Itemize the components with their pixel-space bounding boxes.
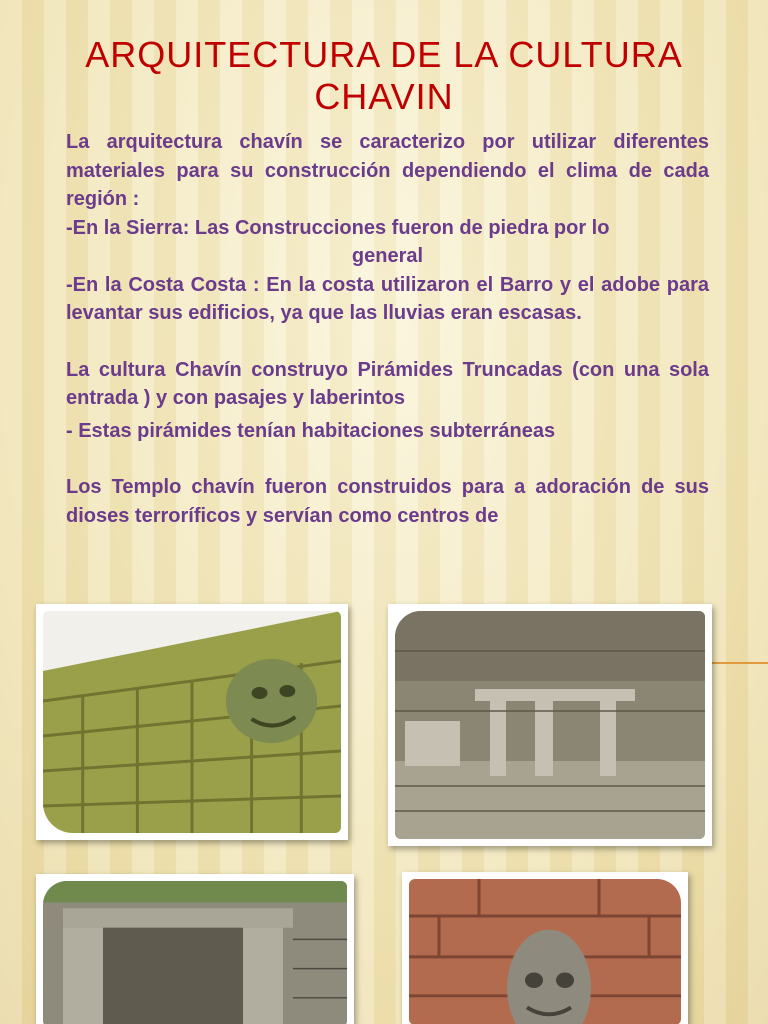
paragraph-piramides: La cultura Chavín construyo Pirámides Truncadas (con una sola entrada ) y con pasajes y laberintos [66,358,709,409]
stone-doorway-image [43,881,347,1024]
paragraph-sierra-cont: general [351,245,424,267]
photo-carved-head [402,872,688,1024]
paragraph-intro: La arquitectura chavín se caracterizo por utilizar diferentes materiales para su construcción dependiendo el clima de cada región : [66,131,709,210]
paragraph-sierra: -En la Sierra: Las Construcciones fueron de piedra por lo [66,216,610,239]
photo-temple-ruins [388,604,712,846]
slide-title [40,34,728,118]
slide-bottom [0,576,768,1024]
photo-tenon-head [36,604,348,840]
slide-body [66,128,709,530]
paragraph-templo: Los Templo chavín fueron construidos para a adoración de sus dioses terroríficos y servían como centros de [66,476,709,527]
photo-stone-doorway [36,874,354,1024]
paragraph-costa: -En la Costa Costa : En la costa utilizaron el Barro y el adobe para levantar sus edificios, ya que las lluvias eran escasas. [66,273,709,324]
tenon-head-image [43,611,341,833]
carved-head-image [409,879,681,1024]
title-line-2: CHAVIN [314,76,454,117]
paragraph-habitaciones: - Estas pirámides tenían habitaciones subterráneas [66,419,556,442]
title-line-1: ARQUITECTURA DE LA CULTURA [85,34,683,75]
temple-ruins-image [395,611,705,839]
